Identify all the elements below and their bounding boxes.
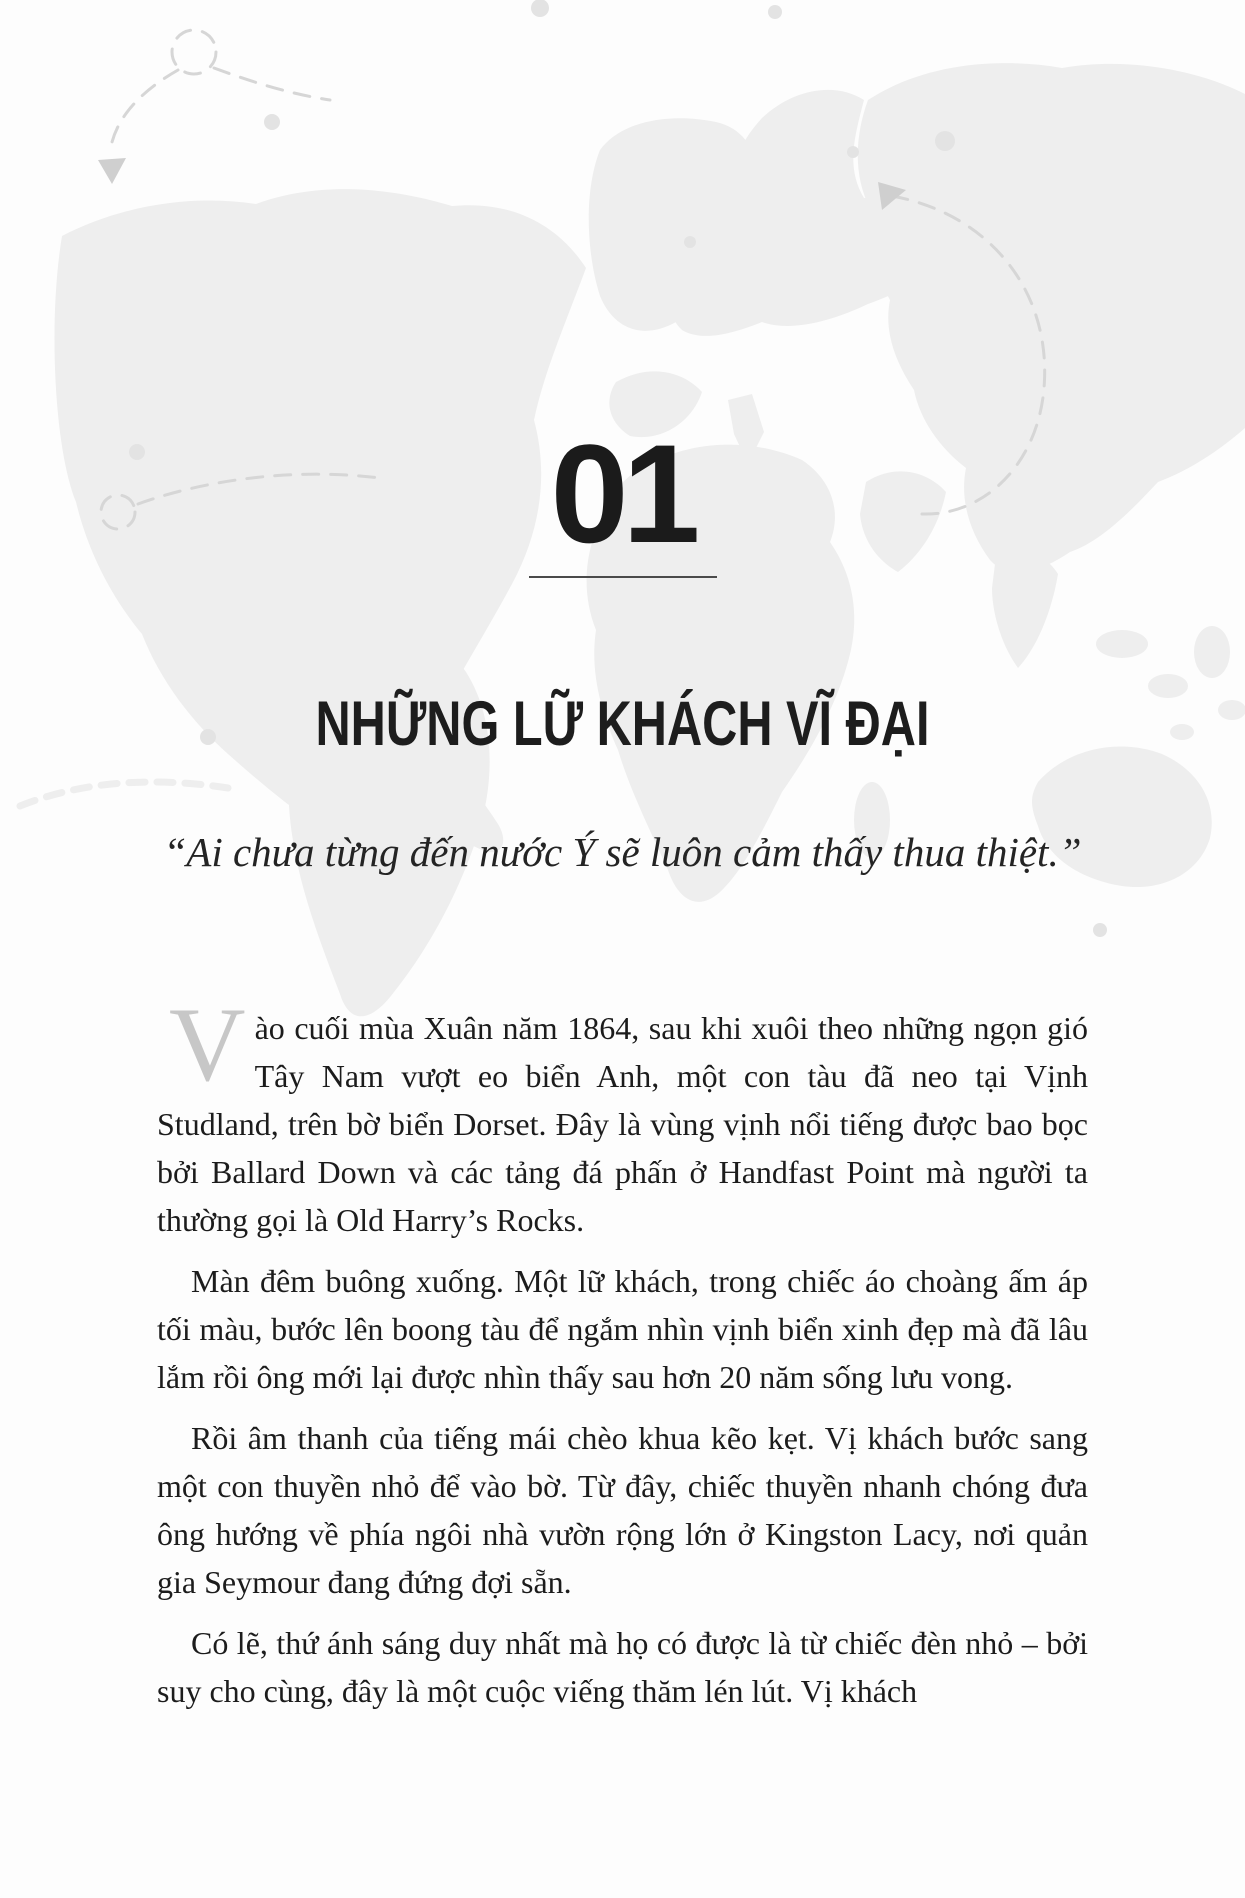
chapter-title <box>0 688 1245 760</box>
body-text <box>157 986 1088 1728</box>
paragraph-4: Có lẽ, thứ ánh sáng duy nhất mà họ có được là từ chiếc đèn nhỏ – bởi suy cho cùng, đây là một cuộc viếng thăm lén lút. Vị khách <box>157 1625 1088 1709</box>
paragraph-3: Rồi âm thanh của tiếng mái chèo khua kẽo kẹt. Vị khách bước sang một con thuyền nhỏ để vào bờ. Từ đây, chiếc thuyền nhanh chóng đưa ông hướng về phía ngôi nhà vườn rộng lớn ở Kingston Lacy, nơi quản gia Seymour đang đứng đợi sẵn. <box>157 1420 1088 1600</box>
drop-cap: V <box>169 986 246 1103</box>
paragraph-2: Màn đêm buông xuống. Một lữ khách, trong chiếc áo choàng ấm áp tối màu, bước lên boong tàu để ngắm nhìn vịnh biển xinh đẹp mà đã lâu lắm rồi ông mới lại được nhìn thấy sau hơn 20 năm sống lưu vong. <box>157 1263 1088 1395</box>
chapter-title-text: NHỮNG LỮ KHÁCH VĨ ĐẠI <box>315 688 930 760</box>
chapter-number: 01 <box>550 415 695 572</box>
paragraph-1 <box>157 986 1088 1244</box>
chapter-number-underline <box>529 576 717 578</box>
paragraph-1-text: ào cuối mùa Xuân năm 1864, sau khi xuôi theo những ngọn gió Tây Nam vượt eo biển Anh, một con tàu đã neo tại Vịnh Studland, trên bờ biển Dorset. Đây là vùng vịnh nổi tiếng được bao bọc bởi Ballard Down và các tảng đá phấn ở Handfast Point mà người ta thường gọi là Old Harry’s Rocks. <box>157 1010 1088 1238</box>
chapter-epigraph: “Ai chưa từng đến nước Ý sẽ luôn cảm thấy thua thiệt.” <box>163 829 1082 875</box>
